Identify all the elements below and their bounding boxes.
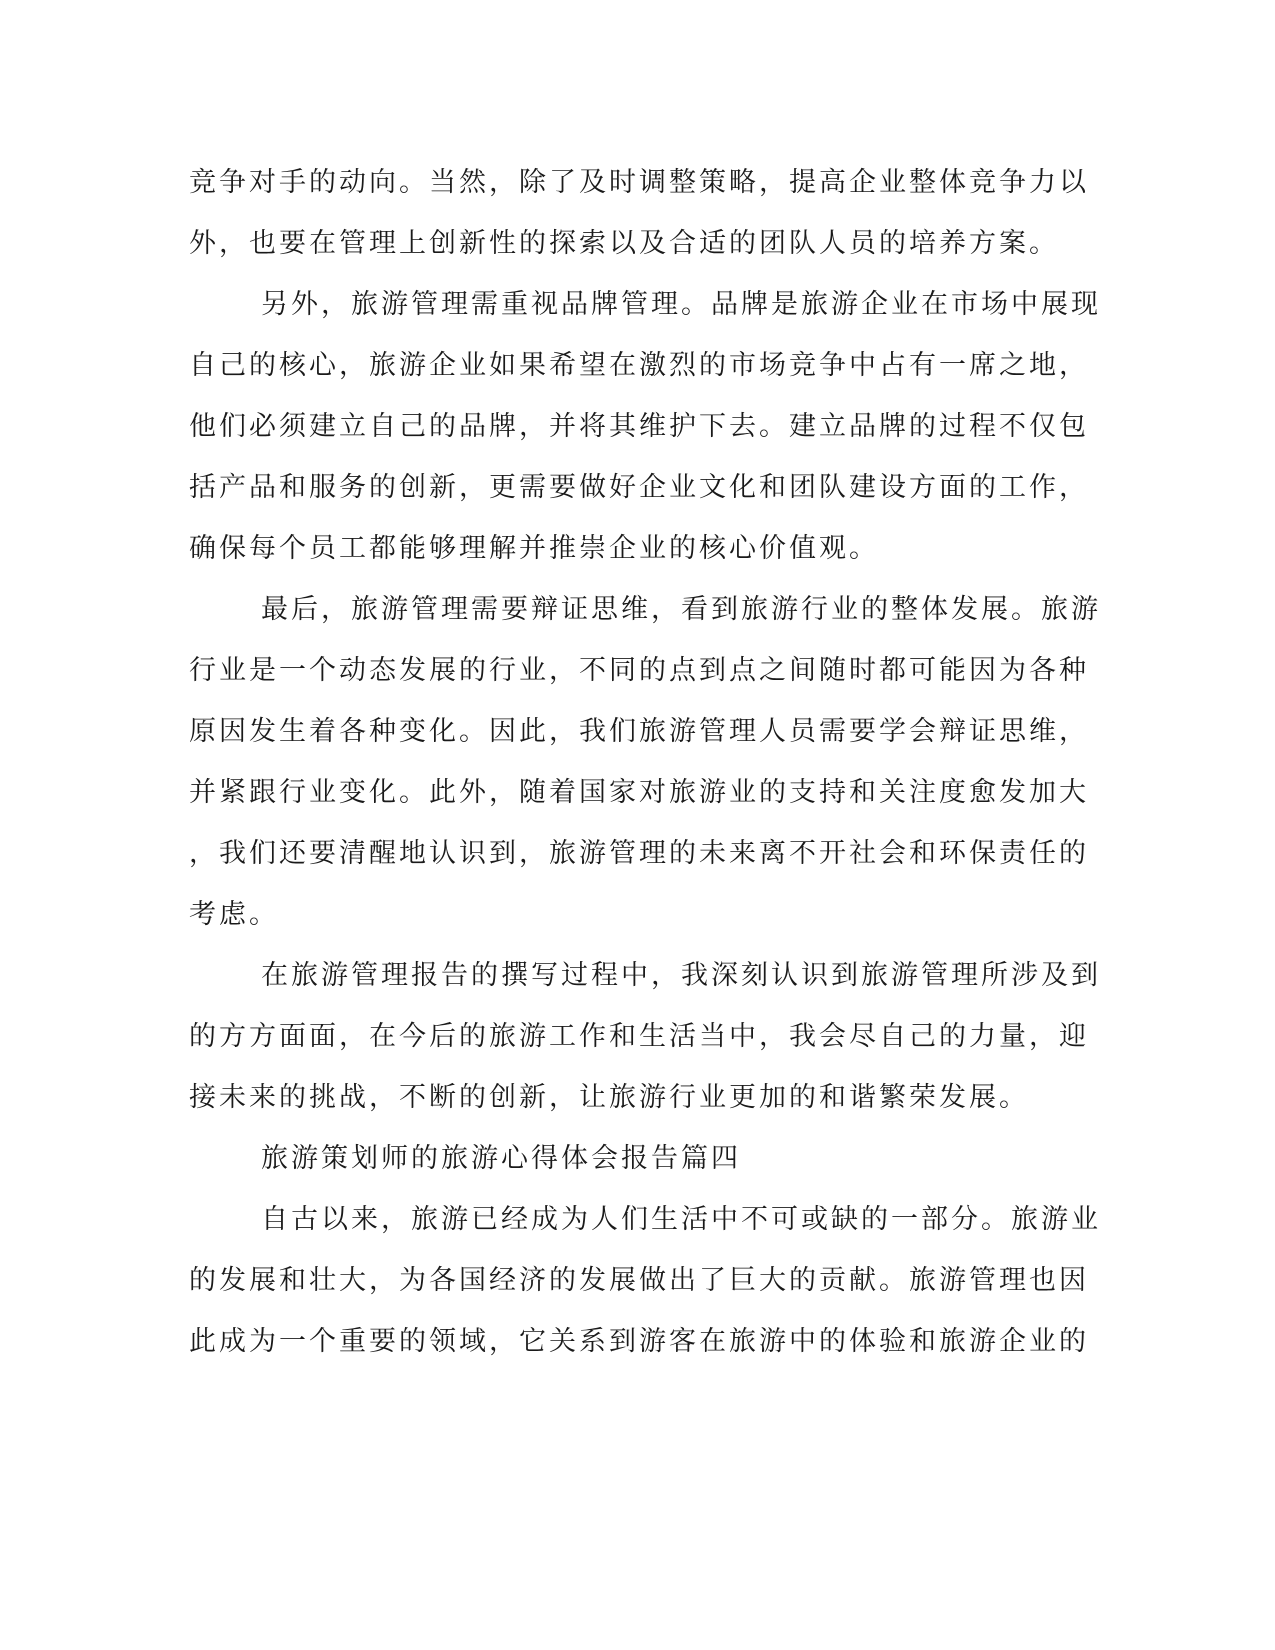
section-heading: 旅游策划师的旅游心得体会报告篇四 [261, 1143, 741, 1174]
text-line: 外，也要在管理上创新性的探索以及合适的团队人员的培养方案。 [189, 228, 1059, 259]
text-line: ，我们还要清醒地认识到，旅游管理的未来离不开社会和环保责任的 [189, 838, 1089, 869]
text-line: 竞争对手的动向。当然，除了及时调整策略，提高企业整体竞争力以 [189, 167, 1089, 198]
text-line: 此成为一个重要的领域，它关系到游客在旅游中的体验和旅游企业的 [189, 1326, 1089, 1357]
text-line: 考虑。 [189, 899, 279, 930]
paragraph-start-line: 最后，旅游管理需要辩证思维，看到旅游行业的整体发展。旅游 [261, 594, 1101, 625]
text-line: 的方方面面，在今后的旅游工作和生活当中，我会尽自己的力量，迎 [189, 1021, 1089, 1052]
text-line: 自己的核心，旅游企业如果希望在激烈的市场竞争中占有一席之地， [189, 350, 1089, 381]
text-line: 并紧跟行业变化。此外，随着国家对旅游业的支持和关注度愈发加大 [189, 777, 1089, 808]
text-line: 括产品和服务的创新，更需要做好企业文化和团队建设方面的工作， [189, 472, 1089, 503]
text-line: 确保每个员工都能够理解并推崇企业的核心价值观。 [189, 533, 879, 564]
text-line: 行业是一个动态发展的行业，不同的点到点之间随时都可能因为各种 [189, 655, 1089, 686]
paragraph-start-line: 在旅游管理报告的撰写过程中，我深刻认识到旅游管理所涉及到 [261, 960, 1101, 991]
text-line: 接未来的挑战，不断的创新，让旅游行业更加的和谐繁荣发展。 [189, 1082, 1029, 1113]
paragraph-start-line: 另外，旅游管理需重视品牌管理。品牌是旅游企业在市场中展现 [261, 289, 1101, 320]
text-line: 的发展和壮大，为各国经济的发展做出了巨大的贡献。旅游管理也因 [189, 1265, 1089, 1296]
body-text [189, 152, 1101, 1372]
text-line: 他们必须建立自己的品牌，并将其维护下去。建立品牌的过程不仅包 [189, 411, 1089, 442]
paragraph-start-line: 自古以来，旅游已经成为人们生活中不可或缺的一部分。旅游业 [261, 1204, 1101, 1235]
text-line: 原因发生着各种变化。因此，我们旅游管理人员需要学会辩证思维， [189, 716, 1089, 747]
